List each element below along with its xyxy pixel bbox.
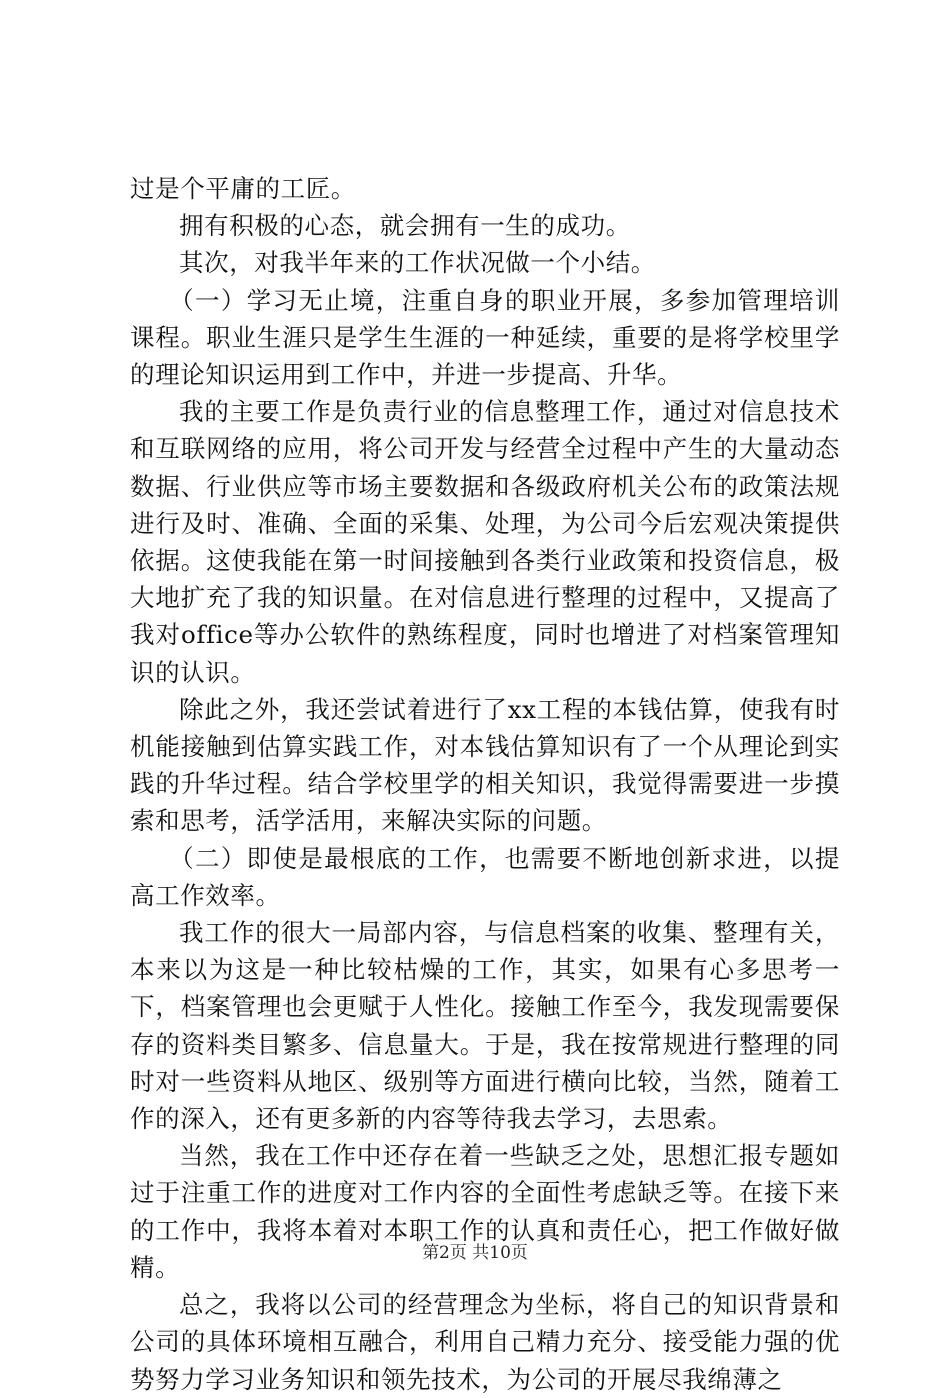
paragraph-4: （一）学习无止境，注重自身的职业开展，多参加管理培训课程。职业生涯只是学生生涯的一种延续，重要的是将学校里学的理论知识运用到工作中，并进一步提高、升华。 xyxy=(130,285,840,390)
paragraph-10: 总之，我将以公司的经营理念为坐标，将自己的知识背景和公司的具体环境相互融合，利用自己精力充分、接受能力强的优势努力学习业务知识和领先技术，为公司的开展尽我绵薄之 xyxy=(130,1290,840,1394)
paragraph-2: 拥有积极的心态，就会拥有一生的成功。 xyxy=(179,211,631,241)
paragraph-5: 我的主要工作是负责行业的信息整理工作，通过对信息技术和互联网络的应用，将公司开发与经营全过程中产生的大量动态数据、行业供应等市场主要数据和各级政府机关公布的政策法规进行及时、准确、全面的采集、处理，为公司今后宏观决策提供依据。这使我能在第一时间接触到各类行业政策和投资信息，极大地扩充了我的知识量。在对信息进行整理的过程中，又提高了我对office等办公软件的熟练程度，同时也增进了对档案管理知识的认识。 xyxy=(130,397,840,687)
page-number-footer: 第2页 共10页 xyxy=(422,1243,528,1263)
paragraph-1: 过是个平庸的工匠。 xyxy=(130,174,356,203)
paragraph-9: 当然，我在工作中还存在着一些缺乏之处，思想汇报专题如过于注重工作的进度对工作内容的全面性考虑缺乏等。在接下来的工作中，我将本着对本职工作的认真和责任心，把工作做好做精。 xyxy=(130,1141,840,1282)
document-body xyxy=(130,170,840,1398)
paragraph-6: 除此之外，我还尝试着进行了xx工程的本钱估算，使我有时机能接触到估算实践工作，对本钱估算知识有了一个从理论到实践的升华过程。结合学校里学的相关知识，我觉得需要进一步摸索和思考，活学活用，来解决实际的问题。 xyxy=(130,694,840,836)
paragraph-3: 其次，对我半年来的工作状况做一个小结。 xyxy=(179,248,656,278)
paragraph-7: （二）即使是最根底的工作，也需要不断地创新求进，以提高工作效率。 xyxy=(130,843,840,910)
paragraph-8: 我工作的很大一局部内容，与信息档案的收集、整理有关，本来以为这是一种比较枯燥的工作，其实，如果有心多思考一下，档案管理也会更赋于人性化。接触工作至今，我发现需要保存的资料类目繁多、信息量大。于是，我在按常规进行整理的同时对一些资料从地区、级别等方面进行横向比较，当然，随着工作的深入，还有更多新的内容等待我去学习，去思索。 xyxy=(130,918,840,1134)
